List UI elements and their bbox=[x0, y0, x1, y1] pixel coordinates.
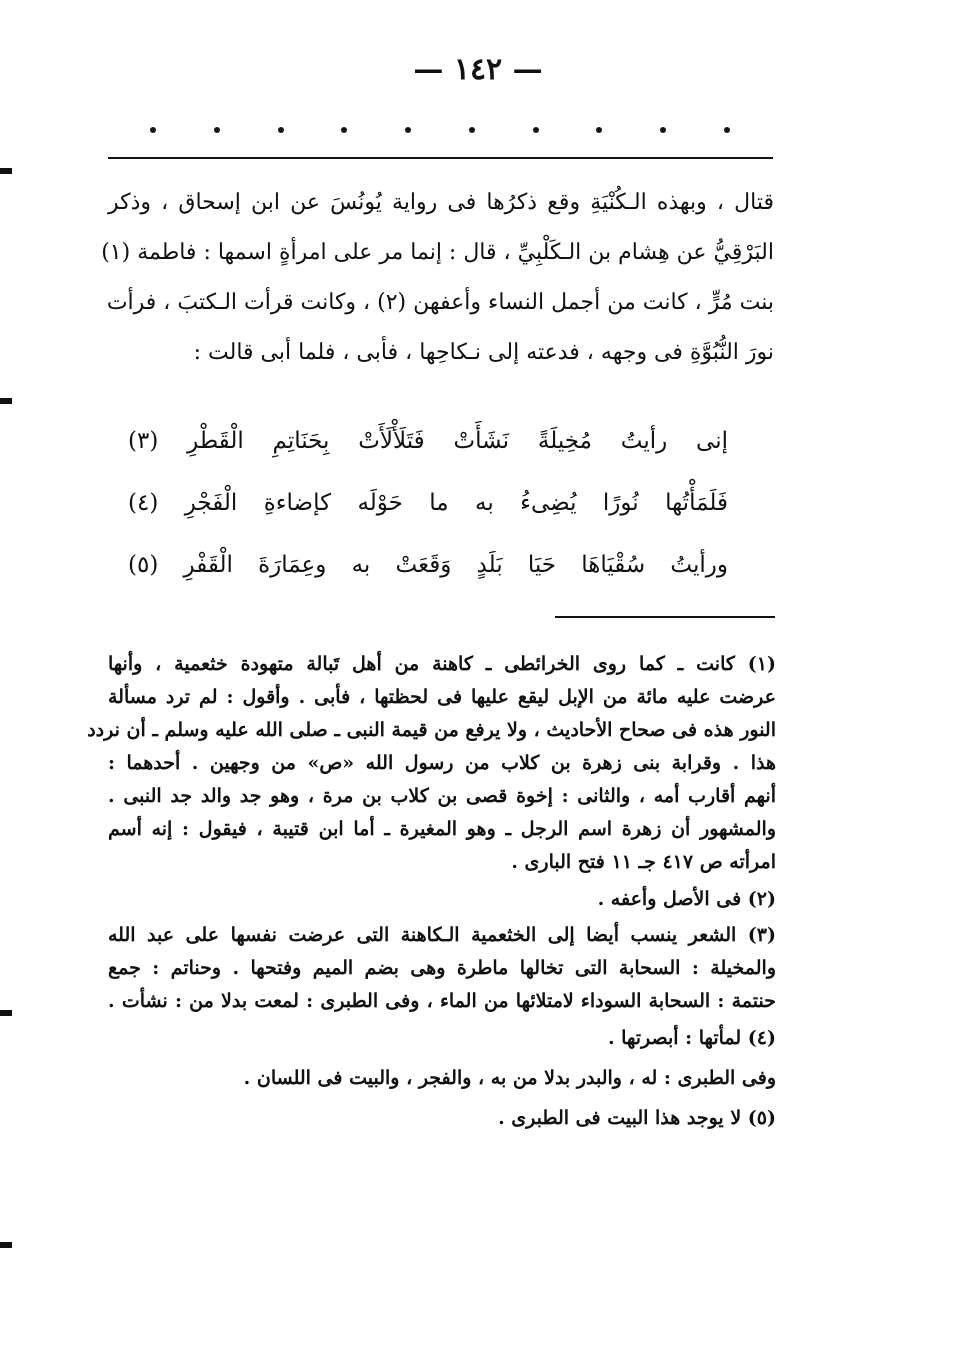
poem-verse: فَلَمَأْتُها نُورًا يُضِىءُ به ما حَوْلَه كإضاءةِ الْفَجْرِ (٤) bbox=[128, 490, 728, 516]
page-number: — ١٤٢ — bbox=[413, 52, 543, 87]
footnote-3 bbox=[108, 919, 776, 1018]
main-line: قتال ، وبهذه الـكُنْيَةِ وقع ذكرُها فى رواية يُونُسَ عن ابن إسحاق ، وذكر bbox=[108, 190, 774, 215]
margin-mark bbox=[0, 168, 12, 174]
footnote-line: وفى الطبرى : له ، والبدر بدلا من به ، والفجر ، والبيت فى اللسان . bbox=[243, 1067, 776, 1089]
footnote-line: امرأته ص ٤١٧ جـ ١١ فتح البارى . bbox=[511, 851, 776, 873]
footnote-line: (٢) فى الأصل وأعفه . bbox=[597, 888, 776, 910]
poem-verse: إنى رأيتُ مُخِيلَةً نَشَأَتْ فَتَلَأْلَأَتْ بِحَنَاتِمِ الْقَطْرِ (٣) bbox=[128, 428, 728, 454]
dot bbox=[405, 127, 411, 133]
dot bbox=[214, 127, 220, 133]
footnote-line: والمشهور أن زهرة اسم الرجل ـ وهو المغيرة ـ أما ابن قتيبة ، فيقول : إنه أسم bbox=[108, 818, 776, 840]
footnote-rule bbox=[555, 616, 775, 618]
footnote-line: (٣) الشعر ينسب أيضا إلى الخثعمية الـكاهنة التى عرضت نفسها على عبد الله bbox=[108, 924, 776, 946]
footnote-4 bbox=[108, 1018, 776, 1098]
footnote-line: أنهم أقارب أمه ، والثانى : إخوة قصى بن كلاب بن مرة ، وهو جد والد جد النبى . bbox=[108, 785, 776, 807]
main-line: نورَ النُّبُوَّةِ فى وجهه ، فدعته إلى نـكاحِها ، فأبى ، فلما أبى قالت : bbox=[193, 340, 774, 365]
poem-verse: ورأيتُ سُقْيَاهَا حَيَا بَلَدٍ وَقَعَتْ به وعِمَارَةَ الْقَفْرِ (٥) bbox=[128, 552, 728, 578]
dot bbox=[341, 127, 347, 133]
footnote-2 bbox=[108, 879, 776, 919]
footnote-5 bbox=[108, 1098, 776, 1138]
ornament-dots bbox=[150, 120, 730, 140]
footnote-line: حنتمة : السحابة السوداء لامتلائها من الماء ، وفى الطبرى : لمعت بدلا من : نشأت . bbox=[108, 990, 776, 1012]
header-rule bbox=[108, 157, 773, 159]
poem bbox=[128, 410, 728, 596]
footnote-line: عرضت عليه مائة من الإبل ليقع عليها فى لحظتها ، فأبى . وأقول : لم ترد مسألة bbox=[108, 686, 776, 708]
footnote-line: هذا . وقرابة بنى زهرة بن كلاب من رسول الله «ص» من وجهين . أحدهما : bbox=[108, 752, 776, 774]
margin-mark bbox=[0, 1242, 12, 1248]
footnote-line: (٤) لمأتها : أبصرتها . bbox=[607, 1027, 776, 1049]
footnote-line: النور هذه فى صحاح الأحاديث ، ولا يرفع من قيمة النبى ـ صلى الله عليه وسلم ـ أن نردد bbox=[87, 719, 776, 741]
footnote-line: (٥) لا يوجد هذا البيت فى الطبرى . bbox=[498, 1107, 776, 1129]
dot bbox=[660, 127, 666, 133]
dot bbox=[150, 127, 156, 133]
main-text bbox=[101, 178, 774, 378]
dot bbox=[596, 127, 602, 133]
margin-mark bbox=[0, 1010, 12, 1016]
main-line: بنت مُرٍّ ، كانت من أجمل النساء وأعفهن (٢) ، وكانت قرأت الـكتبَ ، فرأت bbox=[106, 290, 774, 315]
footnote-1 bbox=[87, 648, 776, 879]
main-line: البَرْقِيُّ عن هِشام بن الـكَلْبِيِّ ، قال : إنما مر على امرأةٍ اسمها : فاطمة (١) bbox=[101, 240, 774, 265]
footnote-line: والمخيلة : السحابة التى تخالها ماطرة وهى بضم الميم وفتحها . وحناتم : جمع bbox=[108, 957, 776, 979]
dot bbox=[469, 127, 475, 133]
dot bbox=[533, 127, 539, 133]
dot bbox=[278, 127, 284, 133]
margin-mark bbox=[0, 398, 12, 404]
footnote-line: (١) كانت ـ كما روى الخرائطى ـ كاهنة من أهل تَبالة متهودة خثعمية ، وأنها bbox=[108, 653, 776, 675]
dot bbox=[724, 127, 730, 133]
footnotes bbox=[87, 648, 776, 1138]
